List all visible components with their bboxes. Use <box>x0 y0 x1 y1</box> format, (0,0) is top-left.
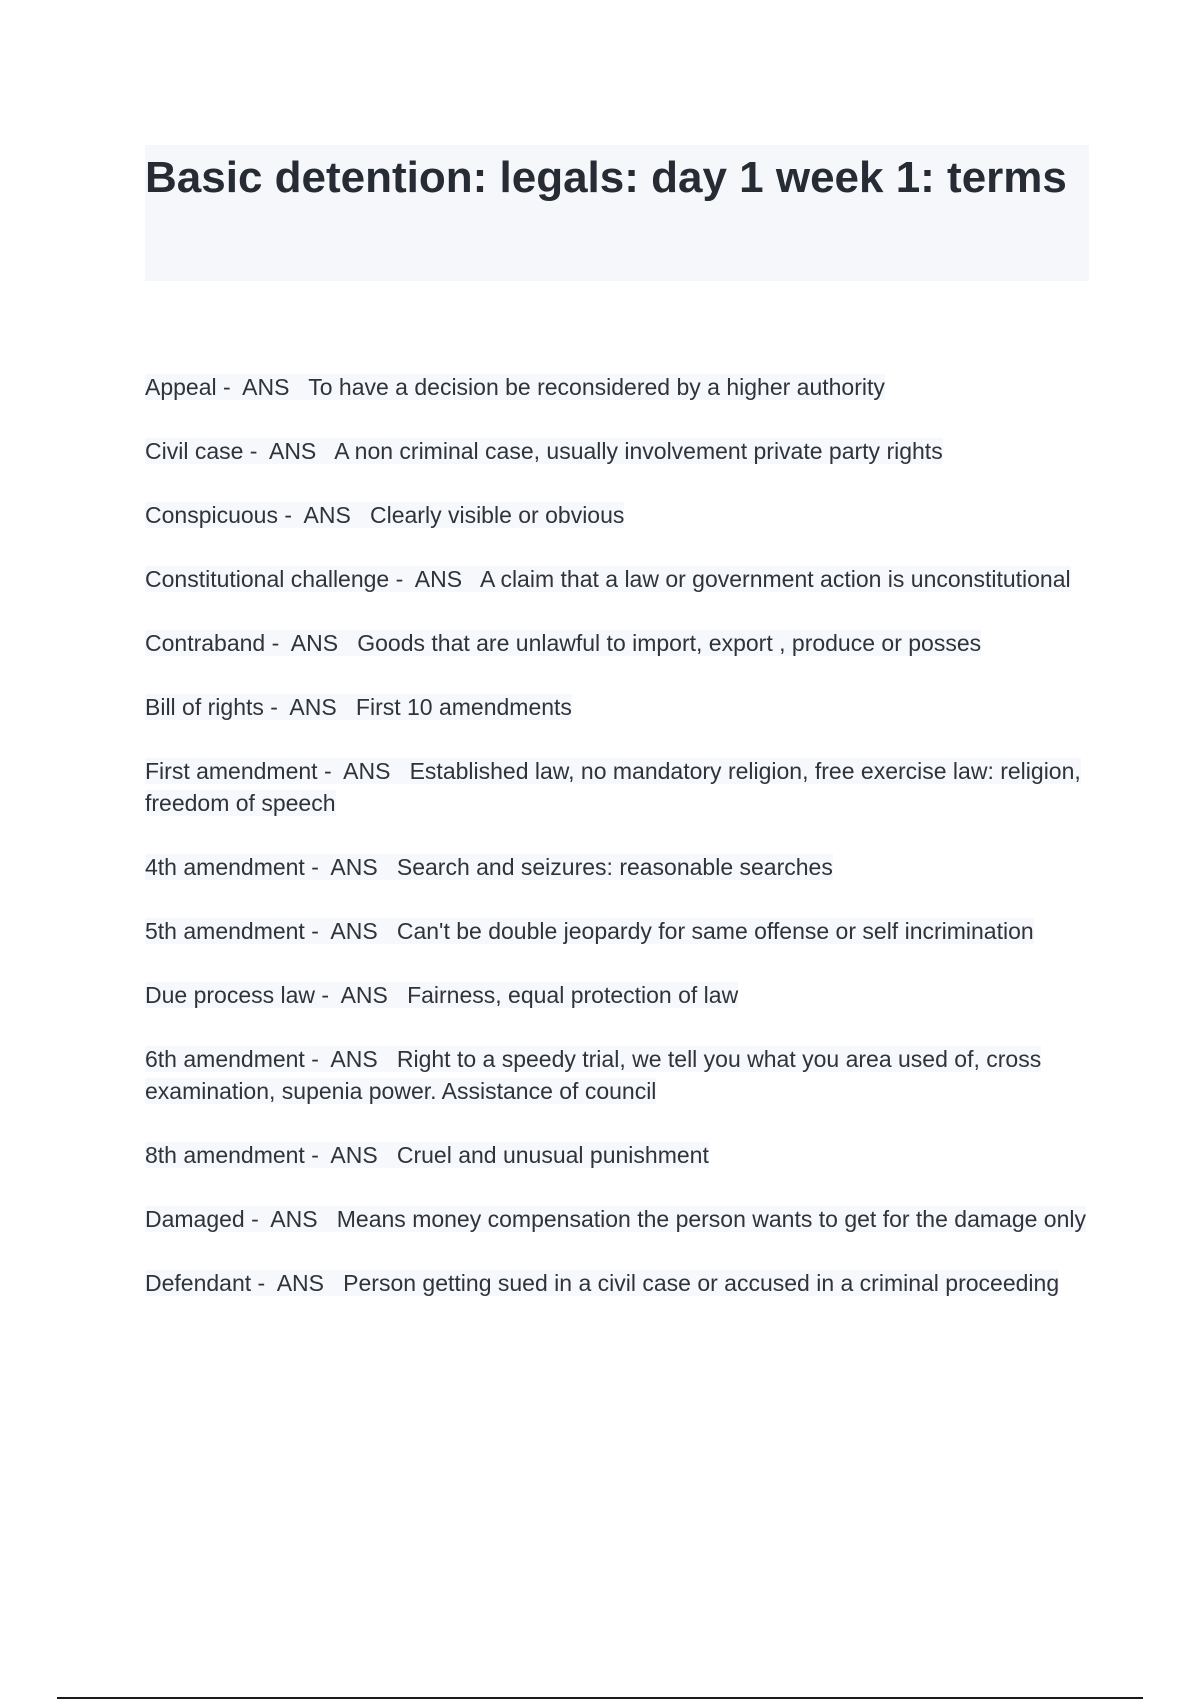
ans-label: - ANS <box>265 630 358 656</box>
definition: Goods that are unlawful to import, export , produce or posses <box>357 630 982 656</box>
ans-label: - ANS <box>317 758 410 784</box>
term: Contraband <box>145 630 266 656</box>
list-item <box>145 691 1089 723</box>
ans-label: - ANS <box>251 1270 344 1296</box>
definition: A non criminal case, usually involvement private party rights <box>334 438 943 464</box>
term: Damaged <box>145 1206 245 1232</box>
definition: Means money compensation the person wants to get for the damage only <box>336 1206 1086 1232</box>
term: 6th amendment <box>145 1046 305 1072</box>
term: 4th amendment <box>145 854 305 880</box>
term-list <box>145 371 1089 1331</box>
list-item <box>145 563 1089 595</box>
term: Conspicuous <box>145 502 278 528</box>
term: First amendment <box>145 758 318 784</box>
list-item <box>145 1139 1089 1171</box>
list-item <box>145 627 1089 659</box>
term: Due process law <box>145 982 316 1008</box>
ans-label: - ANS <box>244 1206 337 1232</box>
definition: Fairness, equal protection of law <box>407 982 739 1008</box>
term: Constitutional challenge <box>145 566 390 592</box>
list-item <box>145 371 1089 403</box>
definition: Established law, no mandatory religion, free exercise law: religion, freedom of speech <box>145 758 1081 816</box>
list-item <box>145 435 1089 467</box>
term: 5th amendment <box>145 918 305 944</box>
ans-label: - ANS <box>304 918 397 944</box>
ans-label: - ANS <box>389 566 480 592</box>
definition: Search and seizures: reasonable searches <box>396 854 833 880</box>
definition: Right to a speedy trial, we tell you what you area used of, cross examination, supenia power. Assistance of council <box>145 1046 1042 1104</box>
definition: Person getting sued in a civil case or accused in a criminal proceeding <box>343 1270 1060 1296</box>
definition: A claim that a law or government action is unconstitutional <box>479 566 1071 592</box>
list-item <box>145 499 1089 531</box>
definition: Clearly visible or obvious <box>370 502 625 528</box>
term: Civil case <box>145 438 244 464</box>
list-item <box>145 851 1089 883</box>
page-divider <box>57 1697 1143 1699</box>
page-title: Basic detention: legals: day 1 week 1: terms <box>145 153 1067 202</box>
ans-label: - ANS <box>243 438 335 464</box>
list-item <box>145 1043 1089 1107</box>
list-item <box>145 1267 1089 1299</box>
term: Bill of rights <box>145 694 264 720</box>
ans-label: - ANS <box>277 502 370 528</box>
list-item <box>145 979 1089 1011</box>
list-item <box>145 915 1089 947</box>
definition: Can't be double jeopardy for same offense or self incrimination <box>396 918 1034 944</box>
ans-label: - ANS <box>304 1046 397 1072</box>
ans-label: - ANS <box>315 982 408 1008</box>
ans-label: - ANS <box>263 694 356 720</box>
term: 8th amendment <box>145 1142 305 1168</box>
title-block <box>145 145 1089 281</box>
definition: To have a decision be reconsidered by a higher authority <box>308 374 885 400</box>
definition: Cruel and unusual punishment <box>396 1142 709 1168</box>
ans-label: - ANS <box>304 854 397 880</box>
list-item <box>145 755 1089 819</box>
ans-label: - ANS <box>216 374 309 400</box>
definition: First 10 amendments <box>355 694 572 720</box>
ans-label: - ANS <box>304 1142 397 1168</box>
term: Defendant <box>145 1270 252 1296</box>
term: Appeal <box>145 374 217 400</box>
list-item <box>145 1203 1089 1235</box>
